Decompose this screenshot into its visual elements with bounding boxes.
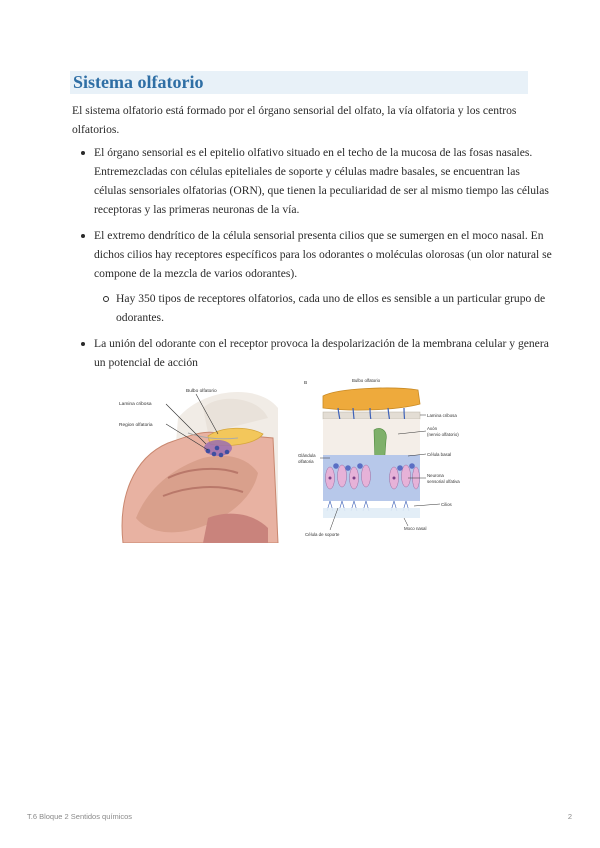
footer-title: T.6 Bloque 2 Sentidos químicos [27, 812, 133, 821]
label-bulbo-olfatorio: Bulbo olfatorio [186, 389, 217, 394]
sub-bullet-text: Hay 350 tipos de receptores olfatorios, cada uno de ellos es sensible a un particular grupo de odorantes. [116, 292, 546, 324]
epithelium-drawing [298, 378, 460, 537]
label-neurona-2: sensorial olfativa [427, 479, 460, 484]
intro-paragraph: El sistema olfatorio está formado por el órgano sensorial del olfato, la vía olfatoria y los centros olfatorios. [72, 104, 517, 136]
label-celula-soporte: Célula de soporte [305, 532, 340, 537]
page-number: 2 [567, 812, 572, 821]
label-lamina-cribosa: Lamina cribosa [119, 402, 152, 407]
list-item [94, 226, 554, 327]
sub-bullet-list [94, 289, 554, 327]
label-cilios: Cilios [441, 502, 452, 507]
label-lamina: Lamina cribosa [427, 413, 457, 418]
label-moco-nasal: Moco nasal [404, 526, 427, 531]
label-glandula-1: Glándula [298, 453, 316, 458]
olfactory-illustration [108, 378, 488, 543]
label-nervio: (nervio olfatorio) [427, 432, 459, 437]
label-celula-basal: Célula basal [427, 452, 452, 457]
bullet-text: La unión del odorante con el receptor provoca la despolarización de la membrana celular y genera un potencial de acción [94, 337, 549, 369]
label-region-olfatoria: Region olfatoria [119, 423, 153, 428]
bullet-text: El órgano sensorial es el epitelio olfativo situado en el techo de la mucosa de las fosas nasales. Entremezcladas con células epiteliales de soporte y células madre basales, se encuentran las células sensoriales olfatorias (ORN), que tienen la peculiaridad de ser al mismo tiempo las células receptoras y las primeras neuronas de la vía. [94, 146, 549, 216]
list-item [94, 334, 554, 372]
list-item [94, 143, 554, 219]
bullet-text: El extremo dendrítico de la célula sensorial presenta cilios que se sumergen en el moco nasal. En dichos cilios hay receptores específicos para los odorantes o moléculas olorosas (un olor natural se compone de la mezcla de varios odorantes). [94, 229, 552, 280]
label-neurona-1: Neurona [427, 473, 444, 478]
label-bulbo-top: Bulbo olfatorio [352, 378, 381, 383]
section-title: Sistema olfatorio [70, 71, 528, 94]
nasal-cavity-drawing [119, 388, 278, 543]
label-glandula-2: olfatoria [298, 459, 314, 464]
label-axon: Axón [427, 426, 438, 431]
sub-list-item [116, 289, 554, 327]
panel-letter: B [304, 381, 308, 386]
bullet-list [72, 143, 554, 379]
